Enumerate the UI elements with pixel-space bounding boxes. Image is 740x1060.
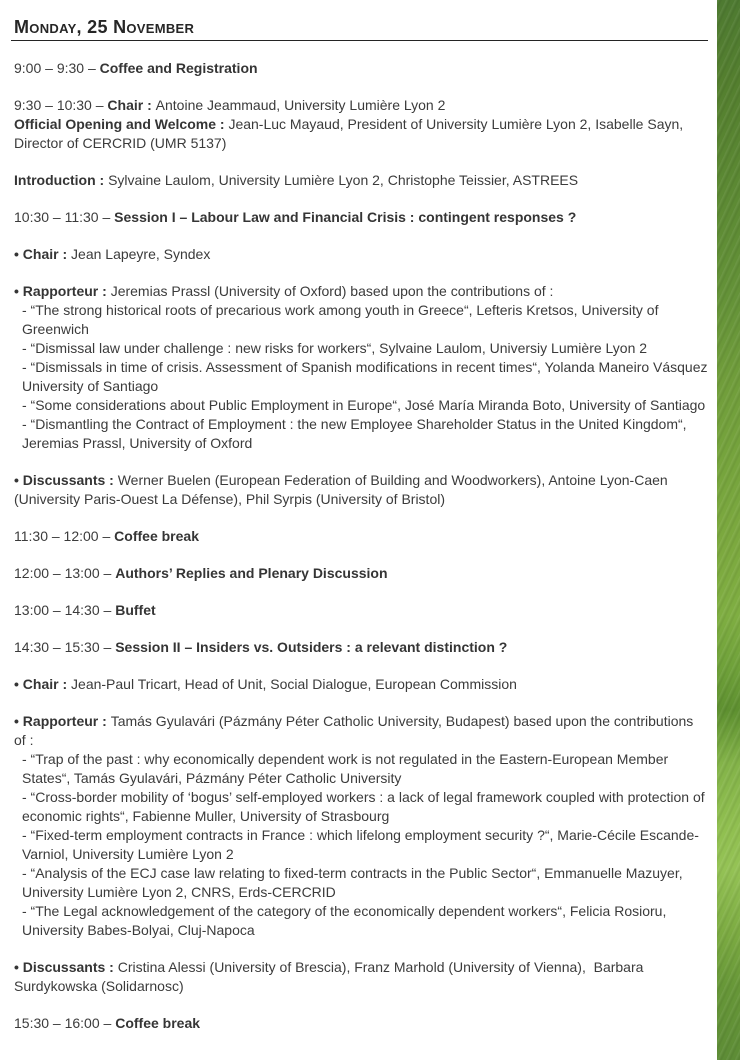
time-slot: 11:30 – 12:00 – Coffee break: [14, 528, 199, 544]
contribution-item: - “Analysis of the ECJ case law relating to fixed-term contracts in the Public Sector“, Emmanuelle Mazuyer, University Lumière Lyon 2, CNRS, Erds-CERCRID: [22, 865, 683, 900]
schedule-list: [11, 59, 708, 1033]
day-heading: Monday, 25 November: [14, 17, 195, 37]
time-slot: 9:30 – 10:30 – Chair : Antoine Jeammaud, University Lumière Lyon 2: [14, 97, 446, 113]
chair-line: • Chair : Jean-Paul Tricart, Head of Unit, Social Dialogue, European Commission: [14, 676, 517, 692]
contribution-item: - “Fixed-term employment contracts in France : which lifelong employment security ?“, Marie-Cécile Escande-Varniol, University Lumière Lyon 2: [22, 827, 699, 862]
contribution-item: - “Dismantling the Contract of Employment : the new Employee Shareholder Status in the United Kingdom“, Jeremias Prassl, University of Oxford: [22, 416, 687, 451]
session-heading: 14:30 – 15:30 – Session II – Insiders vs. Outsiders : a relevant distinction ?: [14, 639, 508, 655]
time-slot: 13:00 – 14:30 – Buffet: [14, 602, 156, 618]
contribution-item: - “Dismissals in time of crisis. Assessment of Spanish modifications in recent times“, Yolanda Maneiro Vásquez University of Santiago: [22, 359, 708, 394]
contribution-item: - “Trap of the past : why economically dependent work is not regulated in the Eastern-European Member States“, Tamás Gyulavári, Pázmány Péter Catholic University: [22, 751, 669, 786]
time-slot: 12:00 – 13:00 – Authors’ Replies and Plenary Discussion: [14, 565, 388, 581]
rapporteur-line: • Rapporteur : Tamás Gyulavári (Pázmány Péter Catholic University, Budapest) based upon the contributions of :: [14, 713, 694, 748]
time-slot: 9:00 – 9:30 – Coffee and Registration: [14, 60, 258, 76]
chair-line: • Chair : Jean Lapeyre, Syndex: [14, 246, 211, 262]
contribution-item: - “The strong historical roots of precarious work among youth in Greece“, Lefteris Kretsos, University of Greenwich: [22, 302, 659, 337]
contribution-item: - “Some considerations about Public Employment in Europe“, José María Miranda Boto, University of Santiago: [22, 397, 706, 413]
day-heading-rule: [11, 18, 708, 41]
leaf-texture-sidebar: [717, 0, 740, 1060]
rapporteur-line: • Rapporteur : Jeremias Prassl (University of Oxford) based upon the contributions of :: [14, 283, 554, 299]
conference-program: [11, 18, 708, 1033]
contribution-item: - “Dismissal law under challenge : new risks for workers“, Sylvaine Laulom, Universiy Lumière Lyon 2: [22, 340, 648, 356]
contribution-item: - “Cross-border mobility of ‘bogus’ self-employed workers : a lack of legal framework coupled with protection of economic rights“, Fabienne Muller, University of Strasbourg: [22, 789, 705, 824]
event-line: Official Opening and Welcome : Jean-Luc Mayaud, President of University Lumière Lyon 2, Isabelle Sayn, Director of CERCRID (UMR 5137): [14, 116, 684, 151]
session-heading: 10:30 – 11:30 – Session I – Labour Law and Financial Crisis : contingent responses ?: [14, 209, 577, 225]
time-slot: 15:30 – 16:00 – Coffee break: [14, 1015, 201, 1031]
contribution-item: - “The Legal acknowledgement of the category of the economically dependent workers“, Felicia Rosioru, University Babes-Bolyai, Cluj-Napoca: [22, 903, 667, 938]
discussants-line: • Discussants : Werner Buelen (European Federation of Building and Woodworkers), Antoine Lyon-Caen (University Paris-Ouest La Défense), Phil Syrpis (University of Bristol): [14, 472, 668, 507]
event-line: Introduction : Sylvaine Laulom, University Lumière Lyon 2, Christophe Teissier, ASTREES: [14, 172, 579, 188]
discussants-line: • Discussants : Cristina Alessi (University of Brescia), Franz Marhold (University of Vienna), Barbara Surdykowska (Solidarnosc): [14, 959, 644, 994]
